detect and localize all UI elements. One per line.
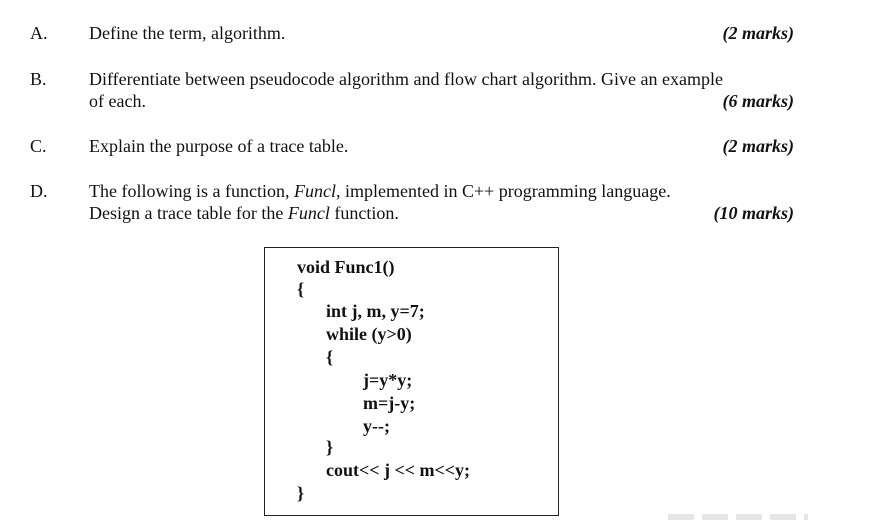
question-d-label: D.: [30, 181, 48, 201]
cropped-footer-text: [668, 514, 808, 520]
question-b-label: B.: [30, 69, 47, 89]
question-b-text-line1: Differentiate between pseudocode algorithm and flow chart algorithm. Give an example: [89, 69, 723, 89]
question-d-marks: (10 marks): [713, 203, 794, 223]
code-line: {: [326, 347, 334, 367]
code-line: while (y>0): [326, 324, 412, 344]
code-line: }: [326, 437, 334, 457]
function-name: Funcl: [287, 203, 330, 223]
question-b-text-line2: of each.: [89, 91, 146, 111]
code-line: y--;: [363, 416, 390, 436]
question-b-marks: (6 marks): [722, 91, 794, 111]
question-d-text-part: The following is a function,: [89, 181, 294, 201]
question-d-text-line2: [89, 202, 399, 224]
question-a-marks: (2 marks): [722, 23, 794, 43]
question-d-text-part: , implemented in C++ programming language.: [335, 181, 671, 201]
code-line: cout<< j << m<<y;: [326, 460, 471, 480]
code-line: void Func1(): [297, 257, 395, 277]
question-c-marks: (2 marks): [722, 136, 794, 156]
code-line: m=j-y;: [363, 393, 416, 413]
code-box: [264, 247, 559, 516]
function-name: Funcl: [293, 181, 336, 201]
question-d-text-part: Design a trace table for the: [89, 203, 288, 223]
code-line: {: [297, 279, 305, 299]
question-a-text: Define the term, algorithm.: [89, 23, 286, 43]
question-d-text-part: function.: [329, 203, 399, 223]
question-d-text-line1: [89, 180, 671, 202]
code-line: j=y*y;: [363, 370, 413, 390]
question-c-label: C.: [30, 136, 47, 156]
code-line: int j, m, y=7;: [326, 301, 425, 321]
code-line: }: [297, 483, 305, 503]
question-c-text: Explain the purpose of a trace table.: [89, 136, 349, 156]
question-a-label: A.: [30, 23, 48, 43]
